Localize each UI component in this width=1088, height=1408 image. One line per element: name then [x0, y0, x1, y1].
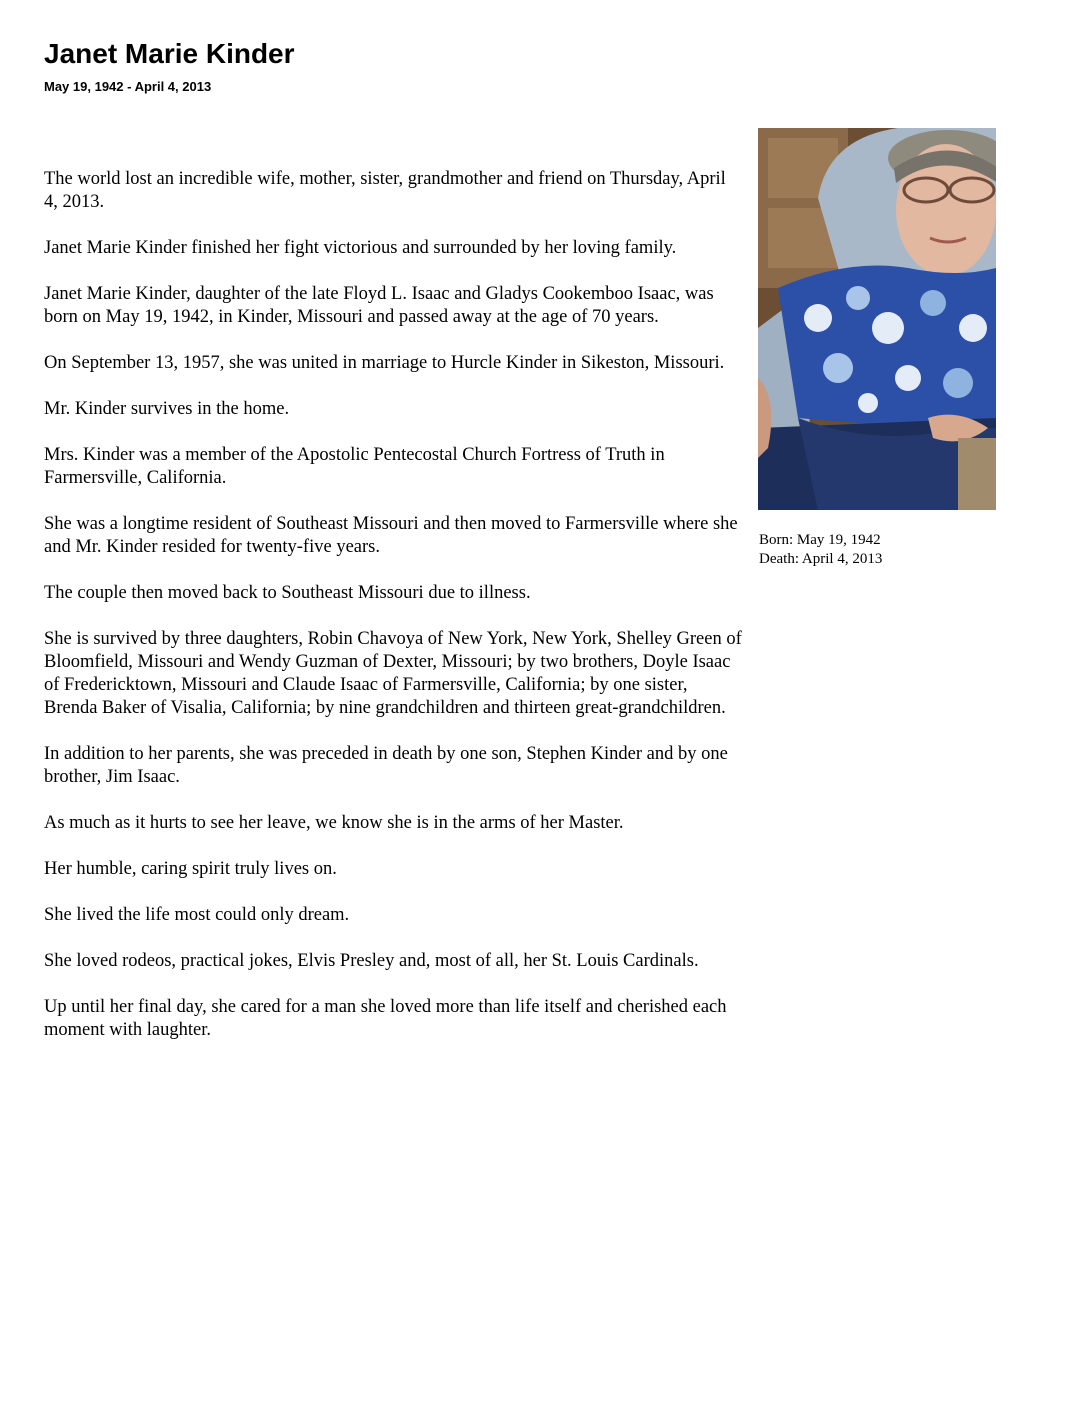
paragraph: She loved rodeos, practical jokes, Elvis Presley and, most of all, her St. Louis Cardinals. — [44, 951, 699, 971]
life-dates: May 19, 1942 - April 4, 2013 — [44, 79, 212, 94]
paragraph: Janet Marie Kinder finished her fight victorious and surrounded by her loving family. — [44, 238, 677, 258]
caption-born: Born: May 19, 1942 — [759, 532, 881, 548]
paragraph: She lived the life most could only dream. — [44, 905, 350, 925]
paragraph: Mr. Kinder survives in the home. — [44, 399, 290, 419]
portrait-photo — [758, 128, 996, 510]
paragraph: In addition to her parents, she was preceded in death by one son, Stephen Kinder and by one brother, Jim Isaac. — [44, 744, 728, 787]
paragraph: She is survived by three daughters, Robin Chavoya of New York, New York, Shelley Green of Bloomfield, Missouri and Wendy Guzman of Dexter, Missouri; by two brothers, Doyle Isaac of Fredericktown, Missouri and Claude Isaac of Farmersville, California; by one sister, Brenda Baker of Visalia, California; by nine grandchildren and thirteen great-grandchildren. — [44, 629, 742, 718]
obituary-text — [44, 168, 744, 1065]
caption-death: Death: April 4, 2013 — [759, 551, 883, 567]
paragraph: Janet Marie Kinder, daughter of the late Floyd L. Isaac and Gladys Cookemboo Isaac, was born on May 19, 1942, in Kinder, Missouri and passed away at the age of 70 years. — [44, 284, 714, 327]
photo-caption — [759, 531, 882, 569]
paragraph: Mrs. Kinder was a member of the Apostolic Pentecostal Church Fortress of Truth in Farmersville, California. — [44, 445, 665, 488]
paragraph: As much as it hurts to see her leave, we know she is in the arms of her Master. — [44, 813, 624, 833]
paragraph: Up until her final day, she cared for a man she loved more than life itself and cherished each moment with laughter. — [44, 997, 727, 1040]
paragraph: On September 13, 1957, she was united in marriage to Hurcle Kinder in Sikeston, Missouri. — [44, 353, 725, 373]
page-title: Janet Marie Kinder — [44, 38, 295, 69]
paragraph: The couple then moved back to Southeast Missouri due to illness. — [44, 583, 531, 603]
paragraph: She was a longtime resident of Southeast Missouri and then moved to Farmersville where she and Mr. Kinder resided for twenty-five years. — [44, 514, 738, 557]
paragraph: Her humble, caring spirit truly lives on. — [44, 859, 337, 879]
paragraph: The world lost an incredible wife, mother, sister, grandmother and friend on Thursday, April 4, 2013. — [44, 169, 726, 212]
